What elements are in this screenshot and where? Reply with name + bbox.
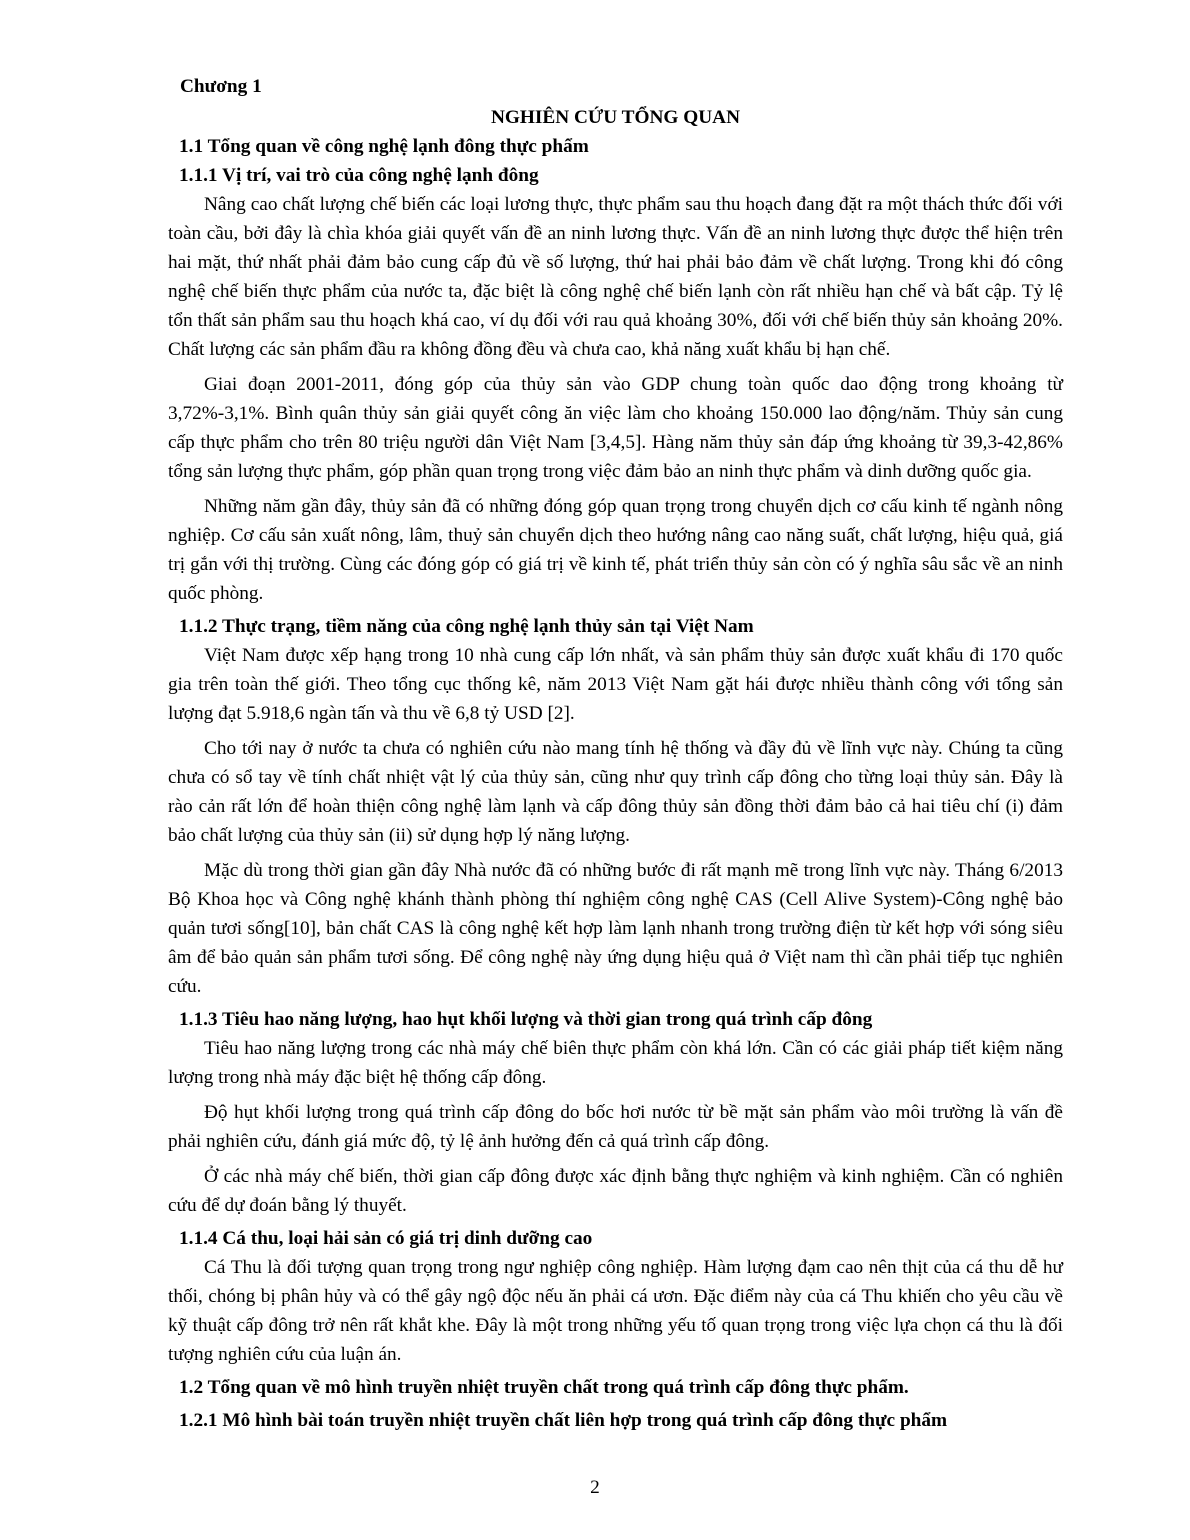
paragraph: Cá Thu là đối tượng quan trọng trong ngư nghiệp công nghiệp. Hàm lượng đạm cao nên thịt của cá thu dễ hư thối, chóng bị phân hủy và có thể gây ngộ độc nếu ăn phải cá ươn. Đặc điểm này của cá Thu khiến cho yêu cầu về kỹ thuật cấp đông trở nên rất khắt khe. Đây là một trong những yếu tố quan trọng trong việc lựa chọn cá thu là đối tượng nghiên cứu của luận án. [168,1257,1063,1365]
section-heading-1-1-4: 1.1.4 Cá thu, loại hải sản có giá trị dinh dưỡng cao [179,1228,593,1249]
section-heading-1-2-1: 1.2.1 Mô hình bài toán truyền nhiệt truyền chất liên hợp trong quá trình cấp đông thực phẩm [179,1410,948,1431]
paragraph: Mặc dù trong thời gian gần đây Nhà nước đã có những bước đi rất mạnh mẽ trong lĩnh vực này. Tháng 6/2013 Bộ Khoa học và Công nghệ khánh thành phòng thí nghiệm công nghệ CAS (Cell Alive System)-Công nghệ bảo quản tươi sống[10], bản chất CAS là công nghệ kết hợp làm lạnh nhanh trong trường điện từ kết hợp với sóng siêu âm để bảo quản sản phẩm tươi sống. Để công nghệ này ứng dụng hiệu quả ở Việt nam thì cần phải tiếp tục nghiên cứu. [168,860,1063,997]
paragraph: Nâng cao chất lượng chế biến các loại lương thực, thực phẩm sau thu hoạch đang đặt ra một thách thức đối với toàn cầu, bởi đây là chìa khóa giải quyết vấn đề an ninh lương thực. Vấn đề an ninh lương thực được thể hiện trên hai mặt, thứ nhất phải đảm bảo cung cấp đủ về số lượng, thứ hai phải bảo đảm về chất lượng. Trong khi đó công nghệ chế biến thực phẩm của nước ta, đặc biệt là công nghệ chế biến lạnh còn rất nhiều hạn chế và bất cập. Tỷ lệ tổn thất sản phẩm sau thu hoạch khá cao, ví dụ đối với rau quả khoảng 30%, đối với chế biến thủy sản khoảng 20%. Chất lượng các sản phẩm đầu ra không đồng đều và chưa cao, khả năng xuất khẩu bị hạn chế. [168,194,1063,360]
page-content [168,72,1063,1435]
page-number: 2 [590,1477,600,1498]
chapter-label: Chương 1 [180,76,262,97]
section-heading-1-1-1: 1.1.1 Vị trí, vai trò của công nghệ lạnh đông [179,165,539,186]
section-heading-1-2: 1.2 Tổng quan về mô hình truyền nhiệt truyền chất trong quá trình cấp đông thực phẩm. [179,1377,909,1398]
section-heading-1-1: 1.1 Tổng quan về công nghệ lạnh đông thực phẩm [179,136,589,157]
paragraph: Độ hụt khối lượng trong quá trình cấp đông do bốc hơi nước từ bề mặt sản phẩm vào môi trường là vấn đề phải nghiên cứu, đánh giá mức độ, tỷ lệ ảnh hưởng đến cả quá trình cấp đông. [168,1102,1063,1152]
paragraph: Việt Nam được xếp hạng trong 10 nhà cung cấp lớn nhất, và sản phẩm thủy sản được xuất khẩu đi 170 quốc gia trên toàn thế giới. Theo tổng cục thống kê, năm 2013 Việt Nam gặt hái được nhiều thành công với tổng sản lượng đạt 5.918,6 ngàn tấn và thu về 6,8 tỷ USD [2]. [168,645,1063,724]
paragraph: Ở các nhà máy chế biến, thời gian cấp đông được xác định bằng thực nghiệm và kinh nghiệm. Cần có nghiên cứu để dự đoán bằng lý thuyết. [168,1166,1063,1216]
paragraph: Tiêu hao năng lượng trong các nhà máy chế biên thực phẩm còn khá lớn. Cần có các giải pháp tiết kiệm năng lượng trong nhà máy đặc biệt hệ thống cấp đông. [168,1038,1063,1088]
section-heading-1-1-2: 1.1.2 Thực trạng, tiềm năng của công nghệ lạnh thủy sản tại Việt Nam [179,616,754,637]
page-title: NGHIÊN CỨU TỔNG QUAN [490,107,741,128]
paragraph: Giai đoạn 2001-2011, đóng góp của thủy sản vào GDP chung toàn quốc dao động trong khoảng từ 3,72%-3,1%. Bình quân thủy sản giải quyết công ăn việc làm cho khoảng 150.000 lao động/năm. Thủy sản cung cấp thực phẩm cho trên 80 triệu người dân Việt Nam [3,4,5]. Hàng năm thủy sản đáp ứng khoảng từ 39,3-42,86% tổng sản lượng thực phẩm, góp phần quan trọng trong việc đảm bảo an ninh thực phẩm và dinh dưỡng quốc gia. [168,374,1063,482]
paragraph: Những năm gần đây, thủy sản đã có những đóng góp quan trọng trong chuyển dịch cơ cấu kinh tế ngành nông nghiệp. Cơ cấu sản xuất nông, lâm, thuỷ sản chuyển dịch theo hướng nâng cao năng suất, chất lượng, hiệu quả, giá trị gắn với thị trường. Cùng các đóng góp có giá trị về kinh tế, phát triển thủy sản còn có ý nghĩa sâu sắc về an ninh quốc phòng. [168,496,1063,604]
paragraph: Cho tới nay ở nước ta chưa có nghiên cứu nào mang tính hệ thống và đầy đủ về lĩnh vực này. Chúng ta cũng chưa có sổ tay về tính chất nhiệt vật lý của thủy sản, cũng như quy trình cấp đông cho từng loại thủy sản. Đây là rào cản rất lớn để hoàn thiện công nghệ làm lạnh và cấp đông thủy sản đồng thời đảm bảo cả hai tiêu chí (i) đảm bảo chất lượng của thủy sản (ii) sử dụng hợp lý năng lượng. [168,738,1063,846]
section-heading-1-1-3: 1.1.3 Tiêu hao năng lượng, hao hụt khối lượng và thời gian trong quá trình cấp đông [179,1009,873,1030]
